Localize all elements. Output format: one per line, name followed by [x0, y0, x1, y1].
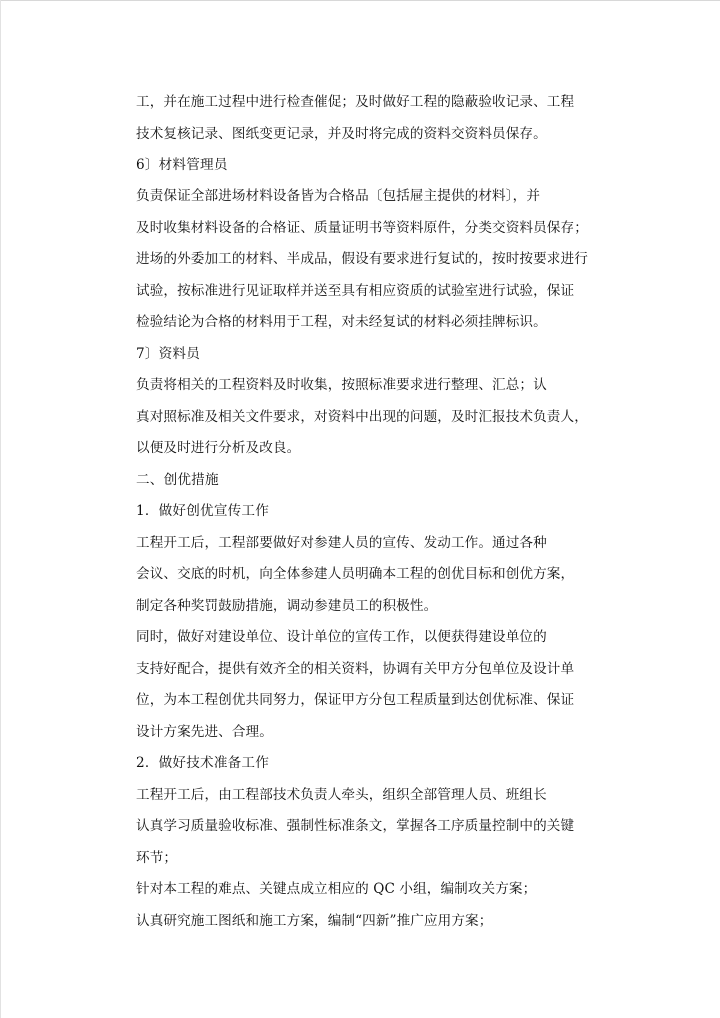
- section-heading-excellence-measures: 二、创优措施: [136, 472, 219, 488]
- body-line-9: 真对照标准及相关文件要求，对资料中出现的问题，及时汇报技术负责人，: [136, 409, 588, 425]
- body-line-7: 检验结论为合格的材料用于工程，对未经复试的材料必须挂牌标识。: [136, 314, 547, 330]
- body-line-5: 进场的外委加工的材料、半成品，假设有要求进行复试的，按时按要求进行: [136, 251, 588, 267]
- body-line-22: 认真研究施工图纸和施工方案，编制“四新”推广应用方案；: [136, 913, 493, 929]
- body-line-11: 工程开工后，工程部要做好对参建人员的宣传、发动工作。通过各种: [136, 535, 547, 551]
- subheading-promotion-work: 1．做好创优宣传工作: [136, 503, 269, 519]
- body-line-20: 环节；: [136, 850, 178, 866]
- body-line-18: 工程开工后，由工程部技术负责人牵头，组织全部管理人员、班组长: [136, 787, 547, 803]
- body-line-12: 会议、交底的时机，向全体参建人员明确本工程的创优目标和创优方案，: [136, 566, 575, 582]
- body-line-8: 负责将相关的工程资料及时收集，按照标准要求进行整理、汇总；认: [136, 377, 547, 393]
- body-line-3: 负责保证全部进场材料设备皆为合格品〔包括屉主提供的材料〕，并: [136, 188, 541, 204]
- body-line-13: 制定各种奖罚鼓励措施，调动参建员工的积极性。: [136, 598, 438, 614]
- body-line-4: 及时收集材料设备的合格证、质量证明书等资料原件，分类交资料员保存；: [136, 220, 588, 236]
- section-heading-material-manager: 6〕材料管理员: [136, 157, 228, 173]
- subheading-technical-preparation: 2．做好技术准备工作: [136, 755, 269, 771]
- body-line-2: 技术复核记录、图纸变更记录，并及时将完成的资料交资料员保存。: [136, 126, 547, 142]
- body-line-16: 位，为本工程创优共同努力，保证甲方分包工程质量到达创优标准、保证: [136, 692, 575, 708]
- body-line-21: 针对本工程的难点、关键点成立相应的 QC 小组，编制攻关方案；: [136, 881, 537, 897]
- body-line-10: 以便及时进行分析及改良。: [136, 440, 301, 456]
- body-line-19: 认真学习质量验收标准、强制性标准条文，掌握各工序质量控制中的关键: [136, 818, 575, 834]
- body-line-17: 设计方案先进、合理。: [136, 724, 273, 740]
- section-heading-data-clerk: 7〕资料员: [136, 346, 201, 362]
- body-line-1: 工，并在施工过程中进行检查催促；及时做好工程的隐蔽验收记录、工程: [136, 94, 575, 110]
- body-line-15: 支持好配合，提供有效齐全的相关资料，协调有关甲方分包单位及设计单: [136, 661, 575, 677]
- body-line-6: 试验，按标准进行见证取样并送至具有相应资质的试验室进行试验，保证: [136, 283, 575, 299]
- body-line-14: 同时，做好对建设单位、设计单位的宣传工作，以便获得建设单位的: [136, 629, 547, 645]
